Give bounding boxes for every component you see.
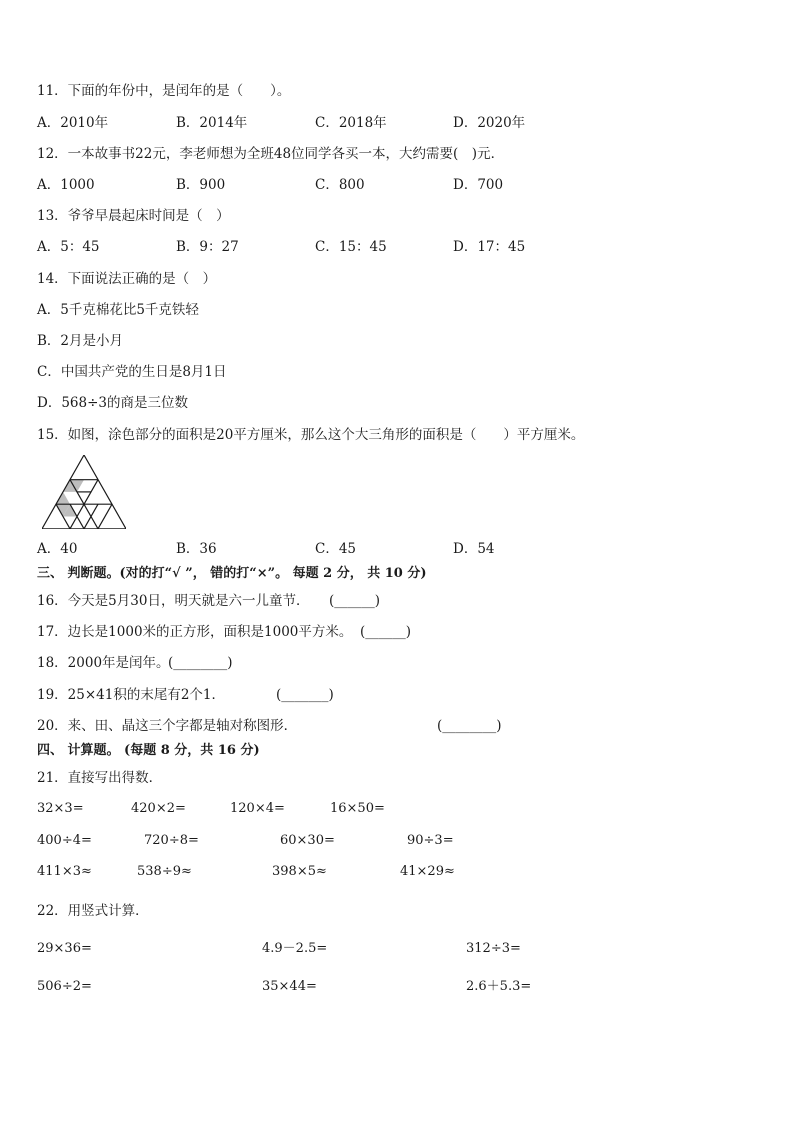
calc-item: 60×30= xyxy=(280,833,335,848)
q19-answer-blank[interactable]: (_______) xyxy=(276,687,334,703)
question-15-stem: 15．如图，涂色部分的面积是20平方厘米，那么这个大三角形的面积是（ ）平方厘米。 xyxy=(37,427,585,443)
question-22-stem: 22．用竖式计算． xyxy=(37,903,149,919)
q14-option-d[interactable]: D．568÷3的商是三位数 xyxy=(37,395,188,411)
calc-item: 538÷9≈ xyxy=(137,864,192,879)
calc-item: 420×2= xyxy=(131,801,186,816)
q12-option-c[interactable]: C．800 xyxy=(315,177,365,193)
q11-option-a[interactable]: A．2010年 xyxy=(37,115,109,131)
q14-option-c[interactable]: C．中国共产党的生日是8月1日 xyxy=(37,364,227,380)
calc-item: 120×4= xyxy=(230,801,285,816)
question-14-stem: 14．下面说法正确的是（ ） xyxy=(37,271,217,287)
section-3-heading: 三、 判断题。(对的打“√ ”， 错的打“×”。 每题 2 分， 共 10 分) xyxy=(37,566,427,581)
calc-item: 90÷3= xyxy=(407,833,454,848)
calc-item: 41×29≈ xyxy=(400,864,455,879)
question-16-stem: 16．今天是5月30日，明天就是六一儿童节． xyxy=(37,593,310,609)
question-18-stem: 18．2000年是闰年。 xyxy=(37,655,170,671)
q15-option-c[interactable]: C．45 xyxy=(315,541,357,557)
calc-item: 411×3≈ xyxy=(37,864,92,879)
q12-option-a[interactable]: A．1000 xyxy=(37,177,95,193)
calc-item: 312÷3= xyxy=(466,941,521,956)
q15-option-a[interactable]: A．40 xyxy=(37,541,78,557)
question-12-stem: 12．一本故事书22元，李老师想为全班48位同学各买一本，大约需要( )元． xyxy=(37,146,505,162)
q12-option-b[interactable]: B．900 xyxy=(176,177,226,193)
q13-option-a[interactable]: A．5：45 xyxy=(37,239,100,255)
q14-option-a[interactable]: A．5千克棉花比5千克铁轻 xyxy=(37,302,199,318)
q18-answer-blank[interactable]: (________) xyxy=(168,655,233,671)
calc-item: 32×3= xyxy=(37,801,84,816)
triangle-grid-lines xyxy=(42,455,126,529)
q13-option-d[interactable]: D．17：45 xyxy=(453,239,526,255)
calc-item: 400÷4= xyxy=(37,833,92,848)
q11-option-c[interactable]: C．2018年 xyxy=(315,115,387,131)
question-11-stem: 11．下面的年份中，是闰年的是（ ）。 xyxy=(37,83,291,99)
calc-item: 720÷8= xyxy=(144,833,199,848)
q14-option-b[interactable]: B．2月是小月 xyxy=(37,333,124,349)
section-4-heading: 四、 计算题。 (每题 8 分，共 16 分) xyxy=(37,743,260,758)
q13-option-c[interactable]: C．15：45 xyxy=(315,239,387,255)
calc-item: 506÷2= xyxy=(37,979,92,994)
q12-option-d[interactable]: D．700 xyxy=(453,177,504,193)
calc-item: 35×44= xyxy=(262,979,317,994)
q20-answer-blank[interactable]: (________) xyxy=(437,718,502,734)
calc-item: 2.6＋5.3= xyxy=(466,979,532,994)
q11-option-b[interactable]: B．2014年 xyxy=(176,115,248,131)
q16-answer-blank[interactable]: (______) xyxy=(329,593,381,609)
q15-option-b[interactable]: B．36 xyxy=(176,541,217,557)
q11-option-d[interactable]: D．2020年 xyxy=(453,115,526,131)
shaded-triangle xyxy=(56,492,70,504)
question-21-stem: 21．直接写出得数． xyxy=(37,770,163,786)
question-13-stem: 13．爷爷早晨起床时间是（ ） xyxy=(37,208,230,224)
q17-answer-blank[interactable]: (______) xyxy=(360,624,412,640)
question-19-stem: 19．25×41积的末尾有2个1． xyxy=(37,687,226,703)
triangle-figure xyxy=(42,455,126,529)
q13-option-b[interactable]: B．9：27 xyxy=(176,239,239,255)
calc-item: 29×36= xyxy=(37,941,92,956)
calc-item: 398×5≈ xyxy=(272,864,327,879)
q15-option-d[interactable]: D．54 xyxy=(453,541,495,557)
calc-item: 4.9－2.5= xyxy=(262,941,328,956)
calc-item: 16×50= xyxy=(330,801,385,816)
question-20-stem: 20．来、田、晶这三个字都是轴对称图形． xyxy=(37,718,298,734)
question-17-stem: 17．边长是1000米的正方形，面积是1000平方米。 xyxy=(37,624,353,640)
